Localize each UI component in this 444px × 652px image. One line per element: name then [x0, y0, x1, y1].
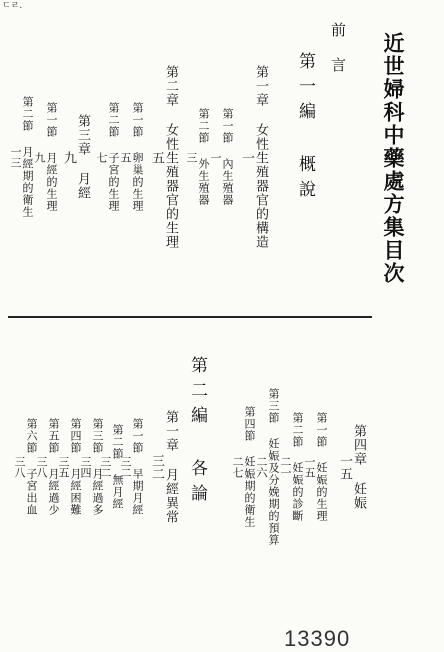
toc-entry-top-section-4: 第二節 子宮的生理 七	[95, 102, 120, 212]
toc-entry-top-section-2: 第二節 外生殖器 三	[185, 108, 210, 206]
toc-entry-bottom-section-10: 第六節 子宮出血 三八	[13, 418, 38, 516]
stamp-number: 13390	[284, 626, 351, 651]
part-two-heading: 第二編 各論	[187, 356, 207, 509]
corner-mark: ㄷㄹ.	[2, 1, 23, 11]
divider-rule	[8, 316, 372, 318]
toc-entry-bottom-section-7: 第三節 月經過多 三四	[79, 418, 104, 516]
toc-entry-bottom-section-8: 第四節 月經困難 三五	[57, 418, 82, 516]
toc-entry-bottom-chapter-4: 第四章 妊娠 一五	[337, 424, 366, 510]
toc-entry-top-section-5: 第一節 月經的生理 九	[33, 102, 58, 212]
toc-entry-bottom-section-3: 第三節 妊娠及分娩期的預算 二六	[255, 388, 280, 546]
toc-entry-top-section-1: 第一節 內生殖器 一	[209, 108, 234, 206]
toc-entry-bottom-section-2: 第二節 妊娠的診斷 二一	[279, 412, 304, 522]
toc-entry-bottom-section-1: 第一節 妊娠的生理 一五	[303, 412, 328, 522]
toc-entry-bottom-section-5: 第一節 早期月經 三二	[119, 418, 144, 516]
toc-entry-top-chapter-3: 第三章 月經 九	[61, 114, 90, 200]
page-title: 近世婦科中藥處方集目次	[381, 32, 405, 285]
part-one-heading: 第一編 概說	[295, 52, 315, 205]
toc-entry-top-section-3: 第一節 卵巢的生理 五	[119, 102, 144, 212]
toc-entry-bottom-section-6: 第二節 無月經 三二	[99, 424, 124, 510]
toc-entry-bottom-section-9: 第五節 月經過少 三八	[35, 418, 60, 516]
preface-heading: 前言	[329, 22, 347, 92]
toc-entry-top-chapter-1: 第一章 女性生殖器官的構造 一	[239, 65, 268, 249]
toc-entry-bottom-chapter-1: 第一章 月經異常 三二	[149, 410, 178, 524]
toc-entry-top-chapter-2: 第二章 女性生殖器官的生理 五	[149, 65, 178, 249]
toc-entry-bottom-section-4: 第四節 妊娠期的衛生 二七	[231, 406, 256, 528]
toc-entry-top-section-6: 第二節 月經期的衛生 一三	[9, 96, 34, 218]
